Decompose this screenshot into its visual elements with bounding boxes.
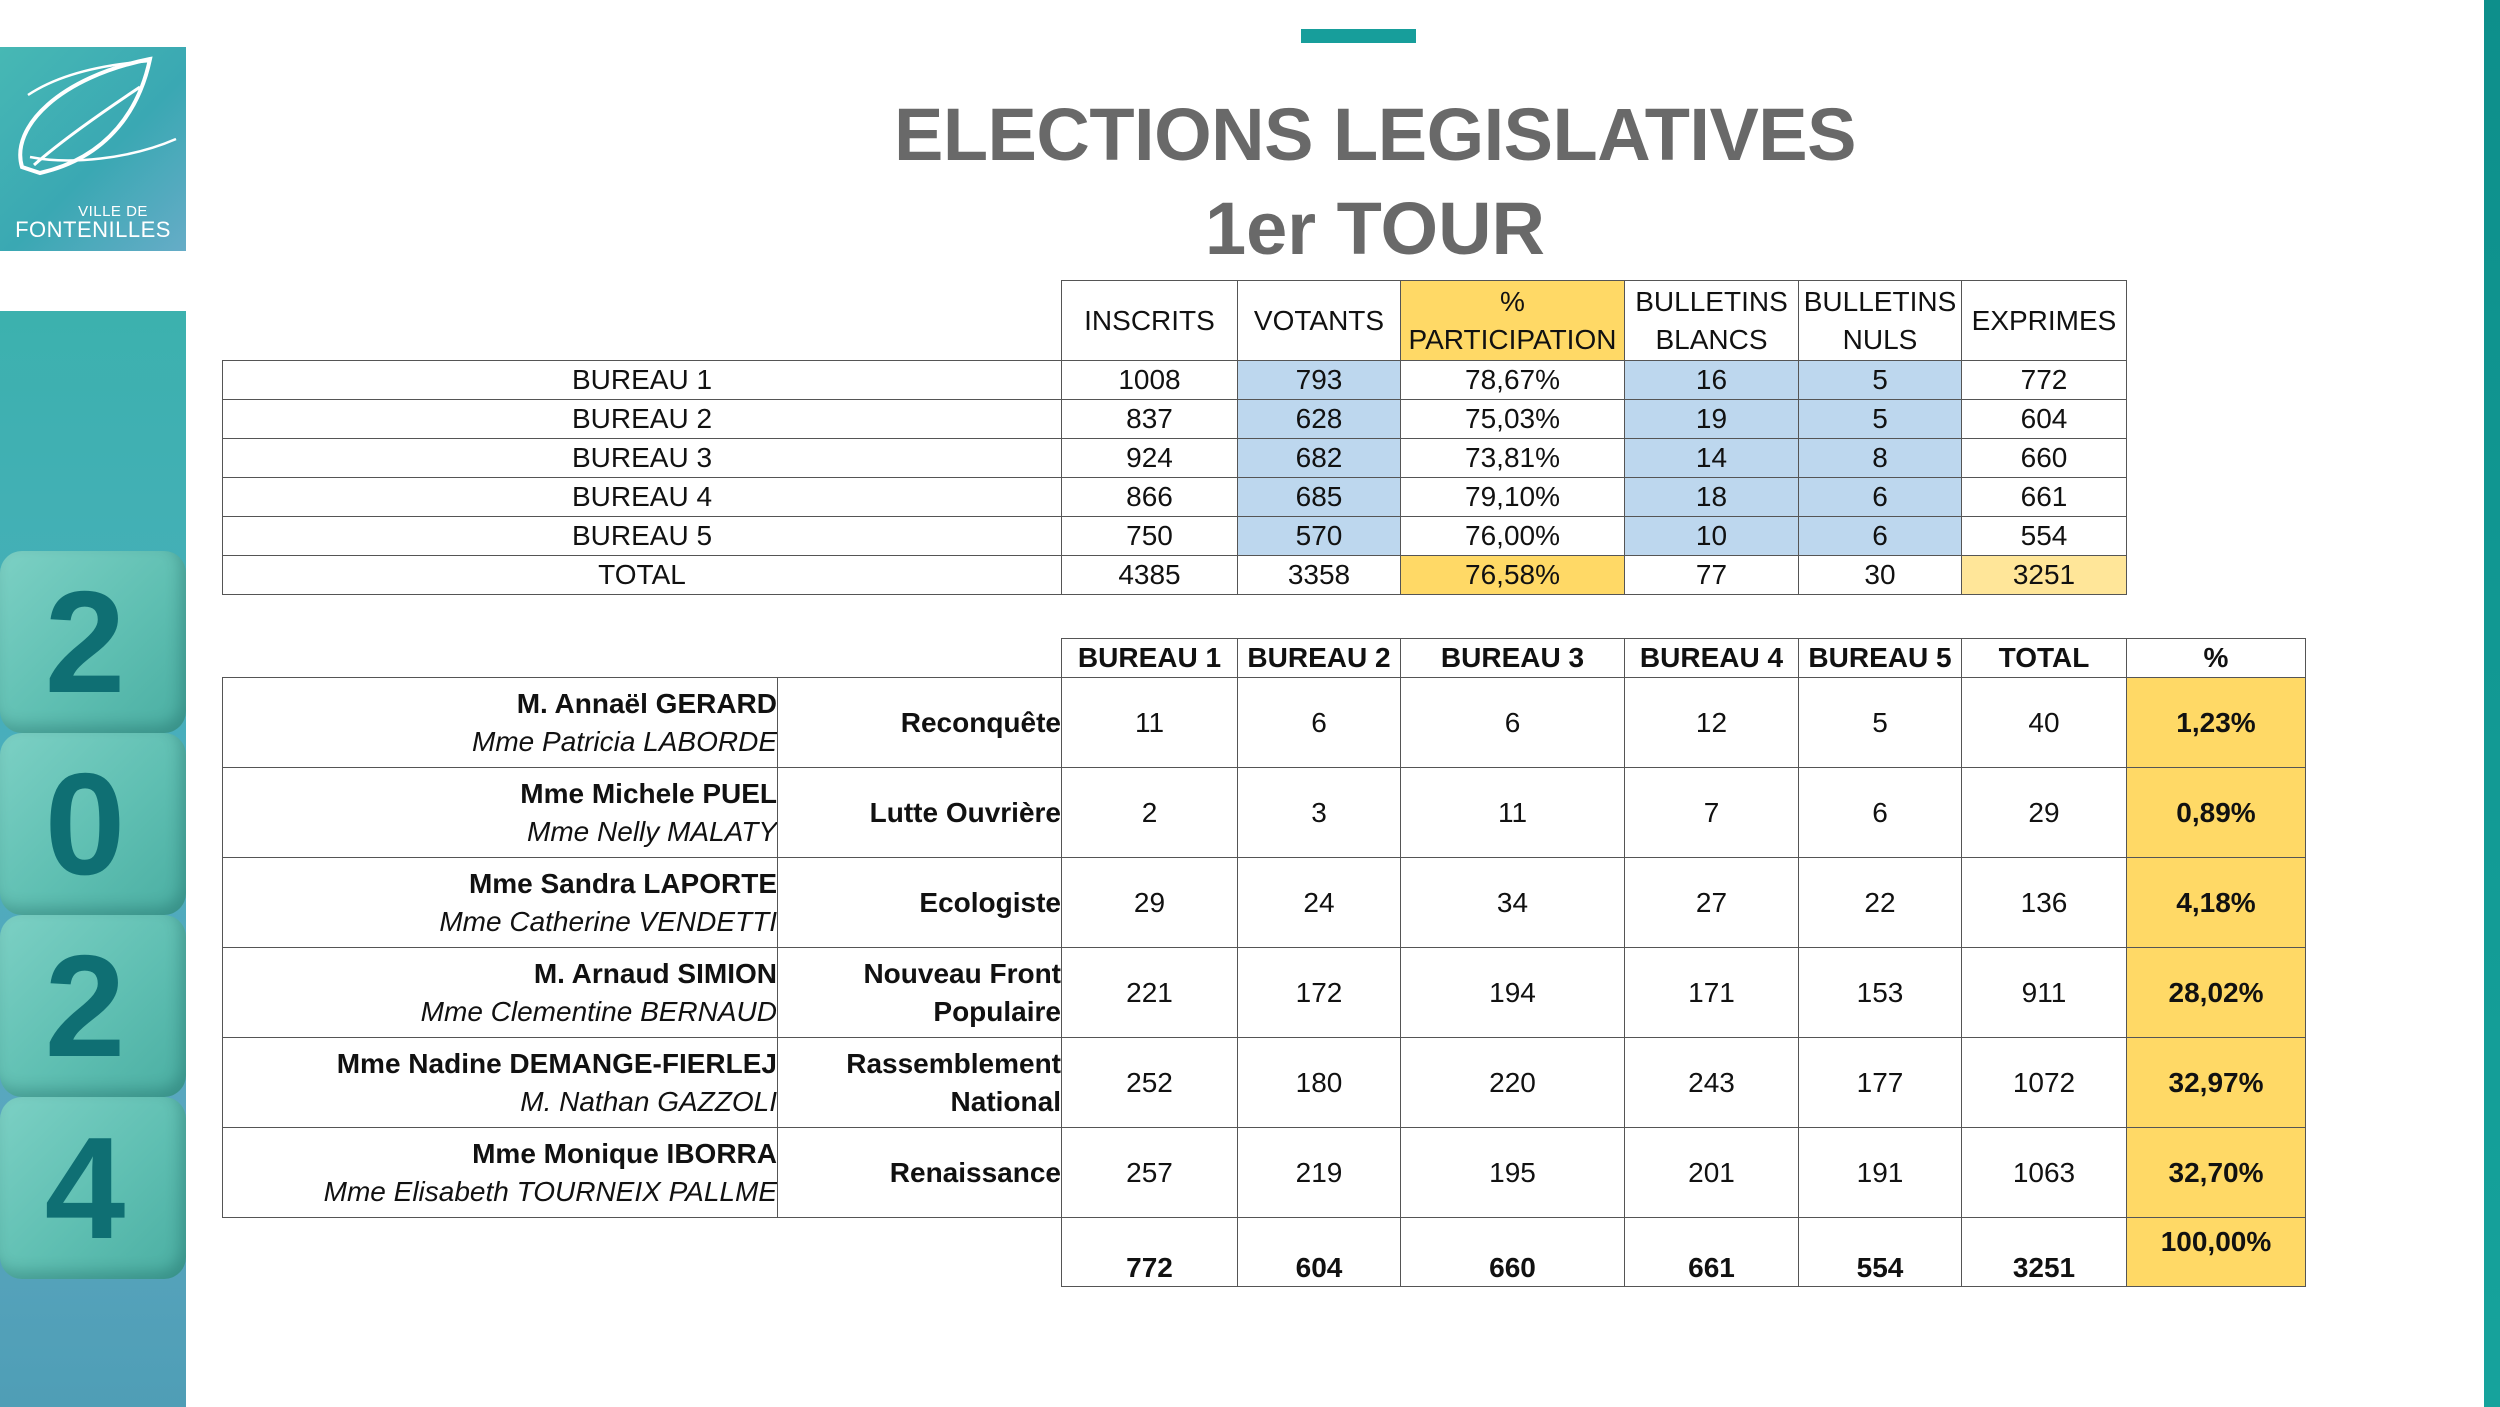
total-exprimes: 3251 [1962, 556, 2127, 595]
cell-bureau-4: 171 [1625, 948, 1799, 1038]
cell-bureau-5: 22 [1799, 858, 1962, 948]
header-participation-l1: % [1500, 285, 1525, 317]
results-table [222, 638, 2306, 1287]
candidate-name: M. Annaël GERARD [516, 687, 777, 719]
header-total: TOTAL [1962, 639, 2127, 678]
cell-nuls: 6 [1799, 517, 1962, 556]
cell-inscrits: 750 [1062, 517, 1238, 556]
candidate-cell [223, 1128, 778, 1218]
header-blank [223, 281, 1062, 361]
cell-bureau-2: 6 [1238, 678, 1401, 768]
total-row [223, 556, 2127, 595]
total-label: TOTAL [223, 556, 1062, 595]
total-percent: 100,00% [2127, 1218, 2306, 1287]
party-cell [778, 948, 1062, 1038]
cell-bureau-5: 6 [1799, 768, 1962, 858]
year-cube-2 [0, 733, 186, 915]
table-row [223, 517, 2127, 556]
cell-bureau-4: 27 [1625, 858, 1799, 948]
substitute-name: Mme Elisabeth TOURNEIX PALLME [323, 1175, 777, 1207]
party-cell [778, 678, 1062, 768]
city-logo [0, 47, 186, 251]
party-name: Renaissance [889, 1156, 1061, 1188]
year-digit-2: 0 [44, 743, 126, 905]
cell-nuls: 8 [1799, 439, 1962, 478]
table-row [223, 768, 2306, 858]
party-cell [778, 1038, 1062, 1128]
cell-bureau-5: 191 [1799, 1128, 1962, 1218]
cell-bureau-4: 243 [1625, 1038, 1799, 1128]
cell-bureau-3: 6 [1401, 678, 1625, 768]
total-total: 3251 [1962, 1218, 2127, 1287]
cell-participation: 75,03% [1401, 400, 1625, 439]
cell-votants: 682 [1238, 439, 1401, 478]
party-cell [778, 1128, 1062, 1218]
candidate-cell [223, 1038, 778, 1128]
cell-bureau-1: 221 [1062, 948, 1238, 1038]
total-inscrits: 4385 [1062, 556, 1238, 595]
header-blancs-l2: BLANCS [1655, 323, 1768, 355]
header-nuls-l2: NULS [1842, 323, 1918, 355]
cell-total: 911 [1962, 948, 2127, 1038]
cell-exprimes: 772 [1962, 361, 2127, 400]
candidate-name: Mme Michele PUEL [520, 777, 777, 809]
cell-total: 29 [1962, 768, 2127, 858]
year-digit-1: 2 [44, 561, 126, 723]
header-nuls [1799, 281, 1962, 361]
leaf-logo-icon [0, 47, 186, 207]
table-row [223, 678, 2306, 768]
total-blank [223, 1218, 778, 1287]
cell-percent: 32,70% [2127, 1128, 2306, 1218]
cell-inscrits: 866 [1062, 478, 1238, 517]
candidate-cell [223, 948, 778, 1038]
cell-bureau-2: 219 [1238, 1128, 1401, 1218]
cell-bureau-5: 153 [1799, 948, 1962, 1038]
logo-line-2: FONTENILLES [15, 217, 171, 242]
party-name: Reconquête [900, 706, 1061, 738]
cell-exprimes: 660 [1962, 439, 2127, 478]
party-name-line-1: Nouveau Front [863, 957, 1061, 989]
party-name-line-1: Rassemblement [846, 1047, 1061, 1079]
cell-percent: 28,02% [2127, 948, 2306, 1038]
substitute-name: Mme Clementine BERNAUD [420, 995, 777, 1027]
total-participation: 76,58% [1401, 556, 1625, 595]
total-nuls: 30 [1799, 556, 1962, 595]
participation-table [222, 280, 2127, 595]
party-cell [778, 858, 1062, 948]
header-bureau-3: BUREAU 3 [1401, 639, 1625, 678]
cell-exprimes: 554 [1962, 517, 2127, 556]
candidate-cell [223, 768, 778, 858]
cell-blancs: 19 [1625, 400, 1799, 439]
total-bureau-4: 661 [1625, 1218, 1799, 1287]
cell-bureau-1: 29 [1062, 858, 1238, 948]
table-row [223, 400, 2127, 439]
year-cube-4 [0, 1097, 186, 1279]
cell-participation: 78,67% [1401, 361, 1625, 400]
top-accent-bar [1301, 29, 1416, 43]
header-votants: VOTANTS [1238, 281, 1401, 361]
cell-inscrits: 924 [1062, 439, 1238, 478]
table-row [223, 361, 2127, 400]
total-bureau-5: 554 [1799, 1218, 1962, 1287]
substitute-name: M. Nathan GAZZOLI [520, 1085, 777, 1117]
table-row [223, 858, 2306, 948]
header-inscrits: INSCRITS [1062, 281, 1238, 361]
results-header-row [223, 639, 2306, 678]
header-bureau-5: BUREAU 5 [1799, 639, 1962, 678]
party-name: Ecologiste [919, 886, 1061, 918]
header-bureau-2: BUREAU 2 [1238, 639, 1401, 678]
candidate-name: M. Arnaud SIMION [533, 957, 777, 989]
cell-bureau-1: 11 [1062, 678, 1238, 768]
header-participation-l2: PARTICIPATION [1408, 323, 1617, 355]
party-name-line-2: Populaire [933, 995, 1061, 1027]
cell-percent: 4,18% [2127, 858, 2306, 948]
table-row [223, 439, 2127, 478]
cell-bureau-5: 177 [1799, 1038, 1962, 1128]
cell-bureau-1: 2 [1062, 768, 1238, 858]
total-bureau-2: 604 [1238, 1218, 1401, 1287]
cell-blancs: 16 [1625, 361, 1799, 400]
total-bureau-1: 772 [1062, 1218, 1238, 1287]
row-label: BUREAU 1 [223, 361, 1062, 400]
row-label: BUREAU 2 [223, 400, 1062, 439]
cell-bureau-4: 201 [1625, 1128, 1799, 1218]
header-bureau-4: BUREAU 4 [1625, 639, 1799, 678]
cell-participation: 79,10% [1401, 478, 1625, 517]
cell-bureau-5: 5 [1799, 678, 1962, 768]
cell-bureau-4: 12 [1625, 678, 1799, 768]
cell-exprimes: 604 [1962, 400, 2127, 439]
results-total-row [223, 1218, 2306, 1287]
header-blank [223, 639, 778, 678]
cell-total: 136 [1962, 858, 2127, 948]
year-digit-3: 2 [44, 925, 126, 1087]
cell-participation: 76,00% [1401, 517, 1625, 556]
page-subtitle: 1er TOUR [1205, 187, 1545, 270]
cell-bureau-1: 252 [1062, 1038, 1238, 1128]
cell-votants: 628 [1238, 400, 1401, 439]
cell-votants: 685 [1238, 478, 1401, 517]
cell-nuls: 6 [1799, 478, 1962, 517]
table-row [223, 1128, 2306, 1218]
cell-blancs: 10 [1625, 517, 1799, 556]
candidate-name: Mme Nadine DEMANGE-FIERLEJ [336, 1047, 777, 1079]
header-nuls-l1: BULLETINS [1803, 285, 1957, 317]
page-title: ELECTIONS LEGISLATIVES [893, 93, 1857, 176]
header-participation [1401, 281, 1625, 361]
header-blank [778, 639, 1062, 678]
header-blancs [1625, 281, 1799, 361]
cell-bureau-1: 257 [1062, 1128, 1238, 1218]
cell-blancs: 18 [1625, 478, 1799, 517]
cell-percent: 1,23% [2127, 678, 2306, 768]
cell-participation: 73,81% [1401, 439, 1625, 478]
year-cube-3 [0, 915, 186, 1097]
cell-total: 40 [1962, 678, 2127, 768]
substitute-name: Mme Patricia LABORDE [472, 725, 777, 757]
cell-bureau-2: 180 [1238, 1038, 1401, 1128]
header-exprimes: EXPRIMES [1962, 281, 2127, 361]
row-label: BUREAU 4 [223, 478, 1062, 517]
participation-header-row [223, 281, 2127, 361]
row-label: BUREAU 3 [223, 439, 1062, 478]
logo-line-1: VILLE DE [78, 203, 148, 220]
candidate-cell [223, 858, 778, 948]
party-name: Lutte Ouvrière [869, 796, 1061, 828]
cell-percent: 0,89% [2127, 768, 2306, 858]
total-votants: 3358 [1238, 556, 1401, 595]
cell-bureau-3: 11 [1401, 768, 1625, 858]
cell-bureau-3: 194 [1401, 948, 1625, 1038]
cell-percent: 32,97% [2127, 1038, 2306, 1128]
cell-nuls: 5 [1799, 361, 1962, 400]
substitute-name: Mme Nelly MALATY [527, 815, 777, 847]
cell-inscrits: 1008 [1062, 361, 1238, 400]
cell-bureau-4: 7 [1625, 768, 1799, 858]
table-row [223, 478, 2127, 517]
cell-bureau-3: 34 [1401, 858, 1625, 948]
cell-total: 1072 [1962, 1038, 2127, 1128]
header-blancs-l1: BULLETINS [1635, 285, 1788, 317]
table-row [223, 948, 2306, 1038]
year-digit-4: 4 [44, 1107, 126, 1269]
table-row [223, 1038, 2306, 1128]
cell-nuls: 5 [1799, 400, 1962, 439]
cell-blancs: 14 [1625, 439, 1799, 478]
cell-total: 1063 [1962, 1128, 2127, 1218]
cell-bureau-2: 3 [1238, 768, 1401, 858]
cell-exprimes: 661 [1962, 478, 2127, 517]
cell-votants: 570 [1238, 517, 1401, 556]
side-strip [0, 311, 186, 1407]
row-label: BUREAU 5 [223, 517, 1062, 556]
candidate-name: Mme Sandra LAPORTE [468, 867, 777, 899]
header-bureau-1: BUREAU 1 [1062, 639, 1238, 678]
candidate-cell [223, 678, 778, 768]
cell-bureau-3: 195 [1401, 1128, 1625, 1218]
year-cube-1 [0, 551, 186, 733]
total-blank [778, 1218, 1062, 1287]
cell-votants: 793 [1238, 361, 1401, 400]
header-percent: % [2127, 639, 2306, 678]
cell-inscrits: 837 [1062, 400, 1238, 439]
cell-bureau-3: 220 [1401, 1038, 1625, 1128]
total-bureau-3: 660 [1401, 1218, 1625, 1287]
cell-bureau-2: 172 [1238, 948, 1401, 1038]
candidate-name: Mme Monique IBORRA [472, 1137, 777, 1169]
right-accent-bar [2484, 0, 2500, 1407]
substitute-name: Mme Catherine VENDETTI [439, 905, 777, 937]
party-name-line-2: National [950, 1085, 1061, 1117]
total-blancs: 77 [1625, 556, 1799, 595]
cell-bureau-2: 24 [1238, 858, 1401, 948]
party-cell [778, 768, 1062, 858]
